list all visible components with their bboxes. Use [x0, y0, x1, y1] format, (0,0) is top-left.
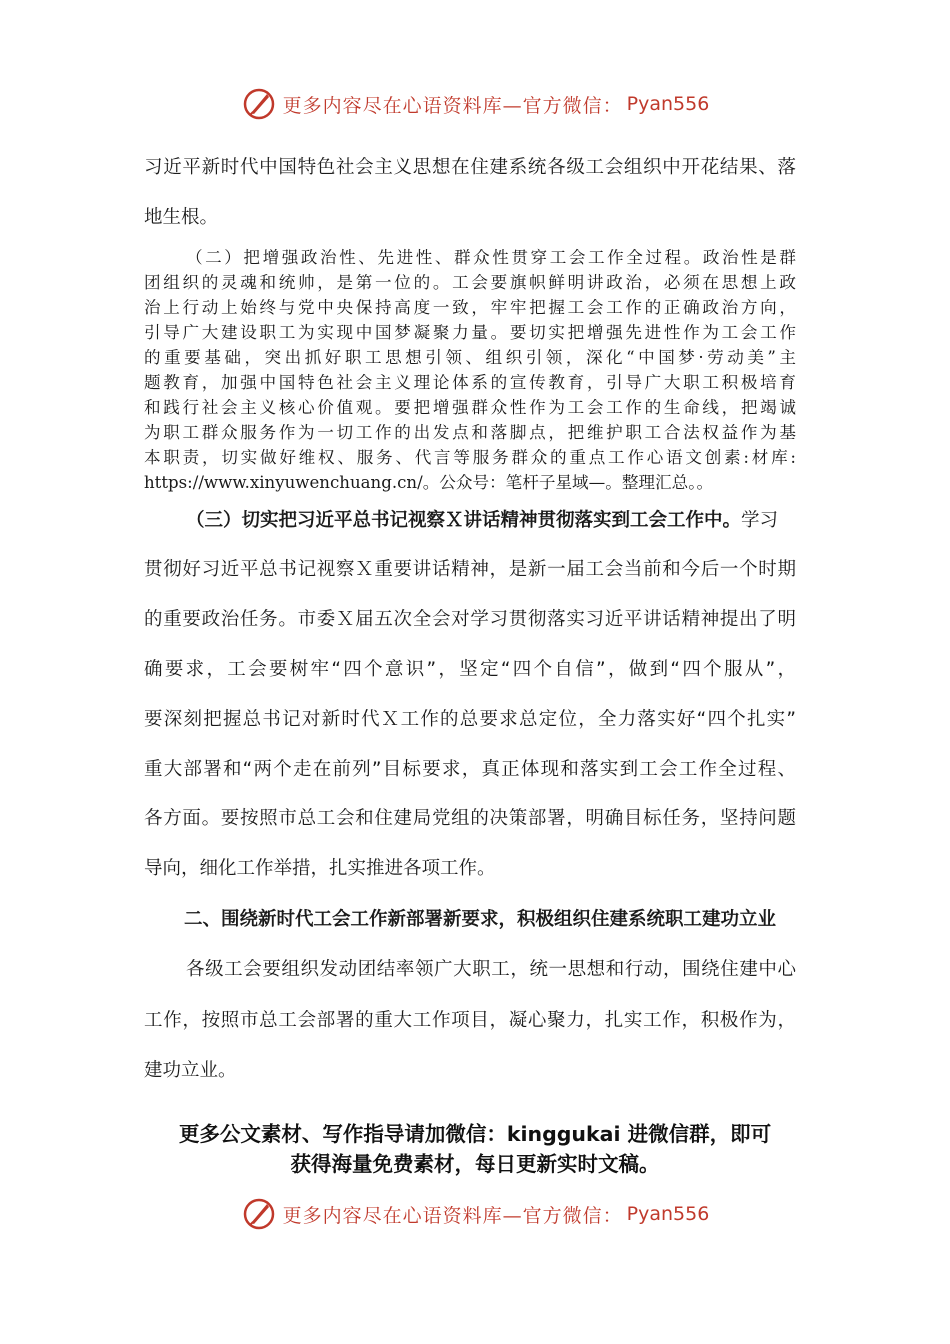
paragraph-2-line: 引导广大建设职工为实现中国梦凝聚力量。要切实把增强先进性作为工会工作	[144, 323, 796, 342]
paragraph-3-line: 确要求，工会要树牢“四个意识”，坚定“四个自信”，做到“四个服从”，	[144, 659, 796, 680]
quill-pen-icon	[241, 86, 277, 122]
paragraph-3-heading: （三）切实把习近平总书记视察Ｘ讲话精神贯彻落实到工会工作中。	[186, 510, 742, 531]
section-2-line: 各级工会要组织发动团结率领广大职工，统一思想和行动，围绕住建中心	[186, 959, 796, 980]
paragraph-3-line: 贯彻好习近平总书记视察Ｘ重要讲话精神，是新一届工会当前和今后一个时期	[144, 559, 796, 580]
call-to-action-line: 更多公文素材、写作指导请加微信：kinggukai 进微信群，即可	[178, 1122, 772, 1146]
paragraph-3-line: 的重要政治任务。市委Ｘ届五次全会对学习贯彻落实习近平讲话精神提出了明	[144, 609, 796, 630]
call-to-action-line: 获得海量免费素材，每日更新实时文稿。	[290, 1152, 660, 1176]
banner-brand: Pyan556	[626, 1203, 710, 1225]
paragraph-2-line: 团组织的灵魂和统帅，是第一位的。工会要旗帜鲜明讲政治，必须在思想上政	[144, 273, 796, 292]
banner-text: 更多内容尽在心语资料库—官方微信：	[282, 94, 623, 117]
banner-brand: Pyan556	[626, 93, 710, 115]
paragraph-3-first-line	[186, 508, 796, 534]
paragraph-2-line: 为职工群众服务作为一切工作的出发点和落脚点，把维护职工合法权益作为基	[144, 423, 796, 442]
paragraph-1-line: 地生根。	[144, 207, 219, 228]
paragraph-2-line: 本职责，切实做好维权、服务、代言等服务群众的重点工作心语文创素:材库:	[144, 448, 796, 467]
paragraph-1-line: 习近平新时代中国特色社会主义思想在住建系统各级工会组织中开花结果、落	[144, 157, 796, 178]
footer-banner	[0, 1192, 950, 1236]
paragraph-2-line: （二）把增强政治性、先进性、群众性贯穿工会工作全过程。政治性是群	[186, 248, 796, 267]
paragraph-3-first-rest: 学习	[741, 510, 779, 531]
section-2-line: 工作，按照市总工会部署的重大工作项目，凝心聚力，扎实工作，积极作为，	[144, 1010, 796, 1031]
paragraph-3-line: 要深刻把握总书记对新时代Ｘ工作的总要求总定位，全力落实好“四个扎实”	[144, 709, 796, 730]
section-2-heading: 二、围绕新时代工会工作新部署新要求，积极组织住建系统职工建功立业	[184, 909, 777, 930]
banner-text: 更多内容尽在心语资料库—官方微信：	[282, 1204, 623, 1227]
paragraph-2-line: 的重要基础，突出抓好职工思想引领、组织引领，深化“中国梦·劳动美”主	[144, 348, 796, 367]
paragraph-3-line: 重大部署和“两个走在前列”目标要求，真正体现和落实到工会工作全过程、	[144, 759, 796, 780]
header-banner	[0, 82, 950, 126]
paragraph-2-line: https://www.xinyuwenchuang.cn/。公众号：笔杆子星域—。整理汇总。。	[144, 473, 714, 492]
section-2-line: 建功立业。	[144, 1060, 237, 1081]
paragraph-2-line: 题教育，加强中国特色社会主义理论体系的宣传教育，引导广大职工积极培育	[144, 373, 796, 392]
paragraph-3-line: 导向，细化工作举措，扎实推进各项工作。	[144, 858, 496, 879]
paragraph-2-line: 和践行社会主义核心价值观。要把增强群众性作为工会工作的生命线，把竭诚	[144, 398, 796, 417]
quill-pen-icon	[241, 1196, 277, 1232]
paragraph-2-line: 治上行动上始终与党中央保持高度一致，牢牢把握工会工作的正确政治方向，	[144, 298, 796, 317]
paragraph-3-line: 各方面。要按照市总工会和住建局党组的决策部署，明确目标任务，坚持问题	[144, 808, 796, 829]
